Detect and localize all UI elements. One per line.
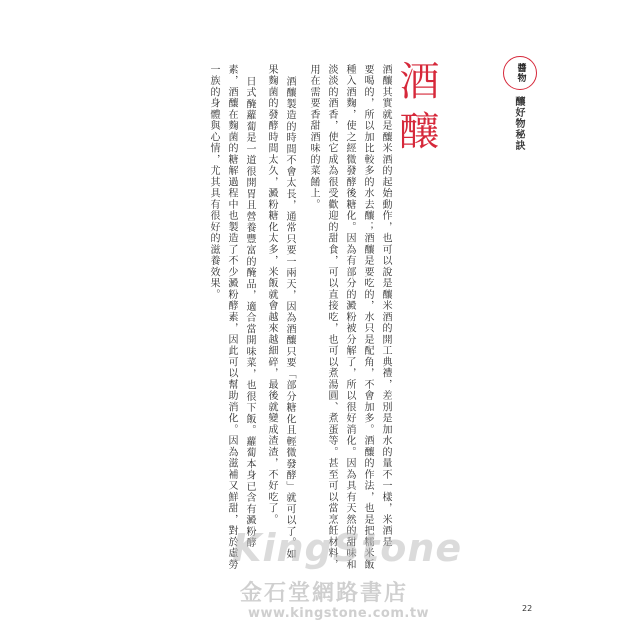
body-column: 要喝的，所以加比較多的水去釀；酒釀是要吃的，水只是配角，不會加多。酒釀的作法，也是把糯米飯 (362, 64, 373, 571)
body-column: 酒釀其實就是釀米酒的起始動作，也可以說是釀米酒的開工典禮，差別是加水的量不一樣，米酒是 (380, 64, 391, 548)
watermark-store-name: 金石堂網路書店 (240, 580, 409, 606)
body-column: 一族的身體與心情，尤其具有很好的滋養效果。 (208, 64, 219, 301)
category-badge-label: 醬物 (515, 63, 526, 83)
body-column: 用在需要香甜酒味的菜餚上。 (308, 64, 319, 211)
watermark-url: www.kingstone.com.tw (248, 606, 430, 621)
page-number: 22 (522, 604, 533, 613)
body-column: 酒釀製造的時間不會太長，通常只要一兩天，因為酒釀只要「部分糖化且輕微發酵」就可以了。如 (284, 76, 295, 560)
body-column: 素，酒釀在麴菌的糖解過程中也製造了不少澱粉酵素，因此可以幫助消化。因為滋補又鮮甜，對於虛勞 (226, 64, 237, 571)
body-column: 日式醃蘿蔔是一道很開胃且營養豐富的醃品，適合當開味菜，也很下飯。蘿蔔本身已含有澱粉酵 (244, 76, 255, 549)
body-column: 果麴菌的發酵時間太久，澱粉糖化太多，米飯就會越來越細碎，最後就變成渣渣，不好吃了。 (266, 64, 277, 526)
recipe-title: 酒釀 (393, 60, 439, 160)
body-column: 種入酒麴，使之經微發酵後糖化。因為有部分的澱粉被分解了，所以很好消化。因為具有天然的甜味和 (344, 64, 355, 571)
body-column: 淡淡的酒香，使它成為很受歡迎的甜食，可以直接吃，也可以煮湯圓、煮蛋等。甚至可以當烹飪材料， (326, 64, 337, 571)
section-title: 釀好物秘訣 (513, 96, 524, 151)
watermark-logo: KingStone (232, 526, 463, 570)
category-badge (503, 56, 537, 90)
